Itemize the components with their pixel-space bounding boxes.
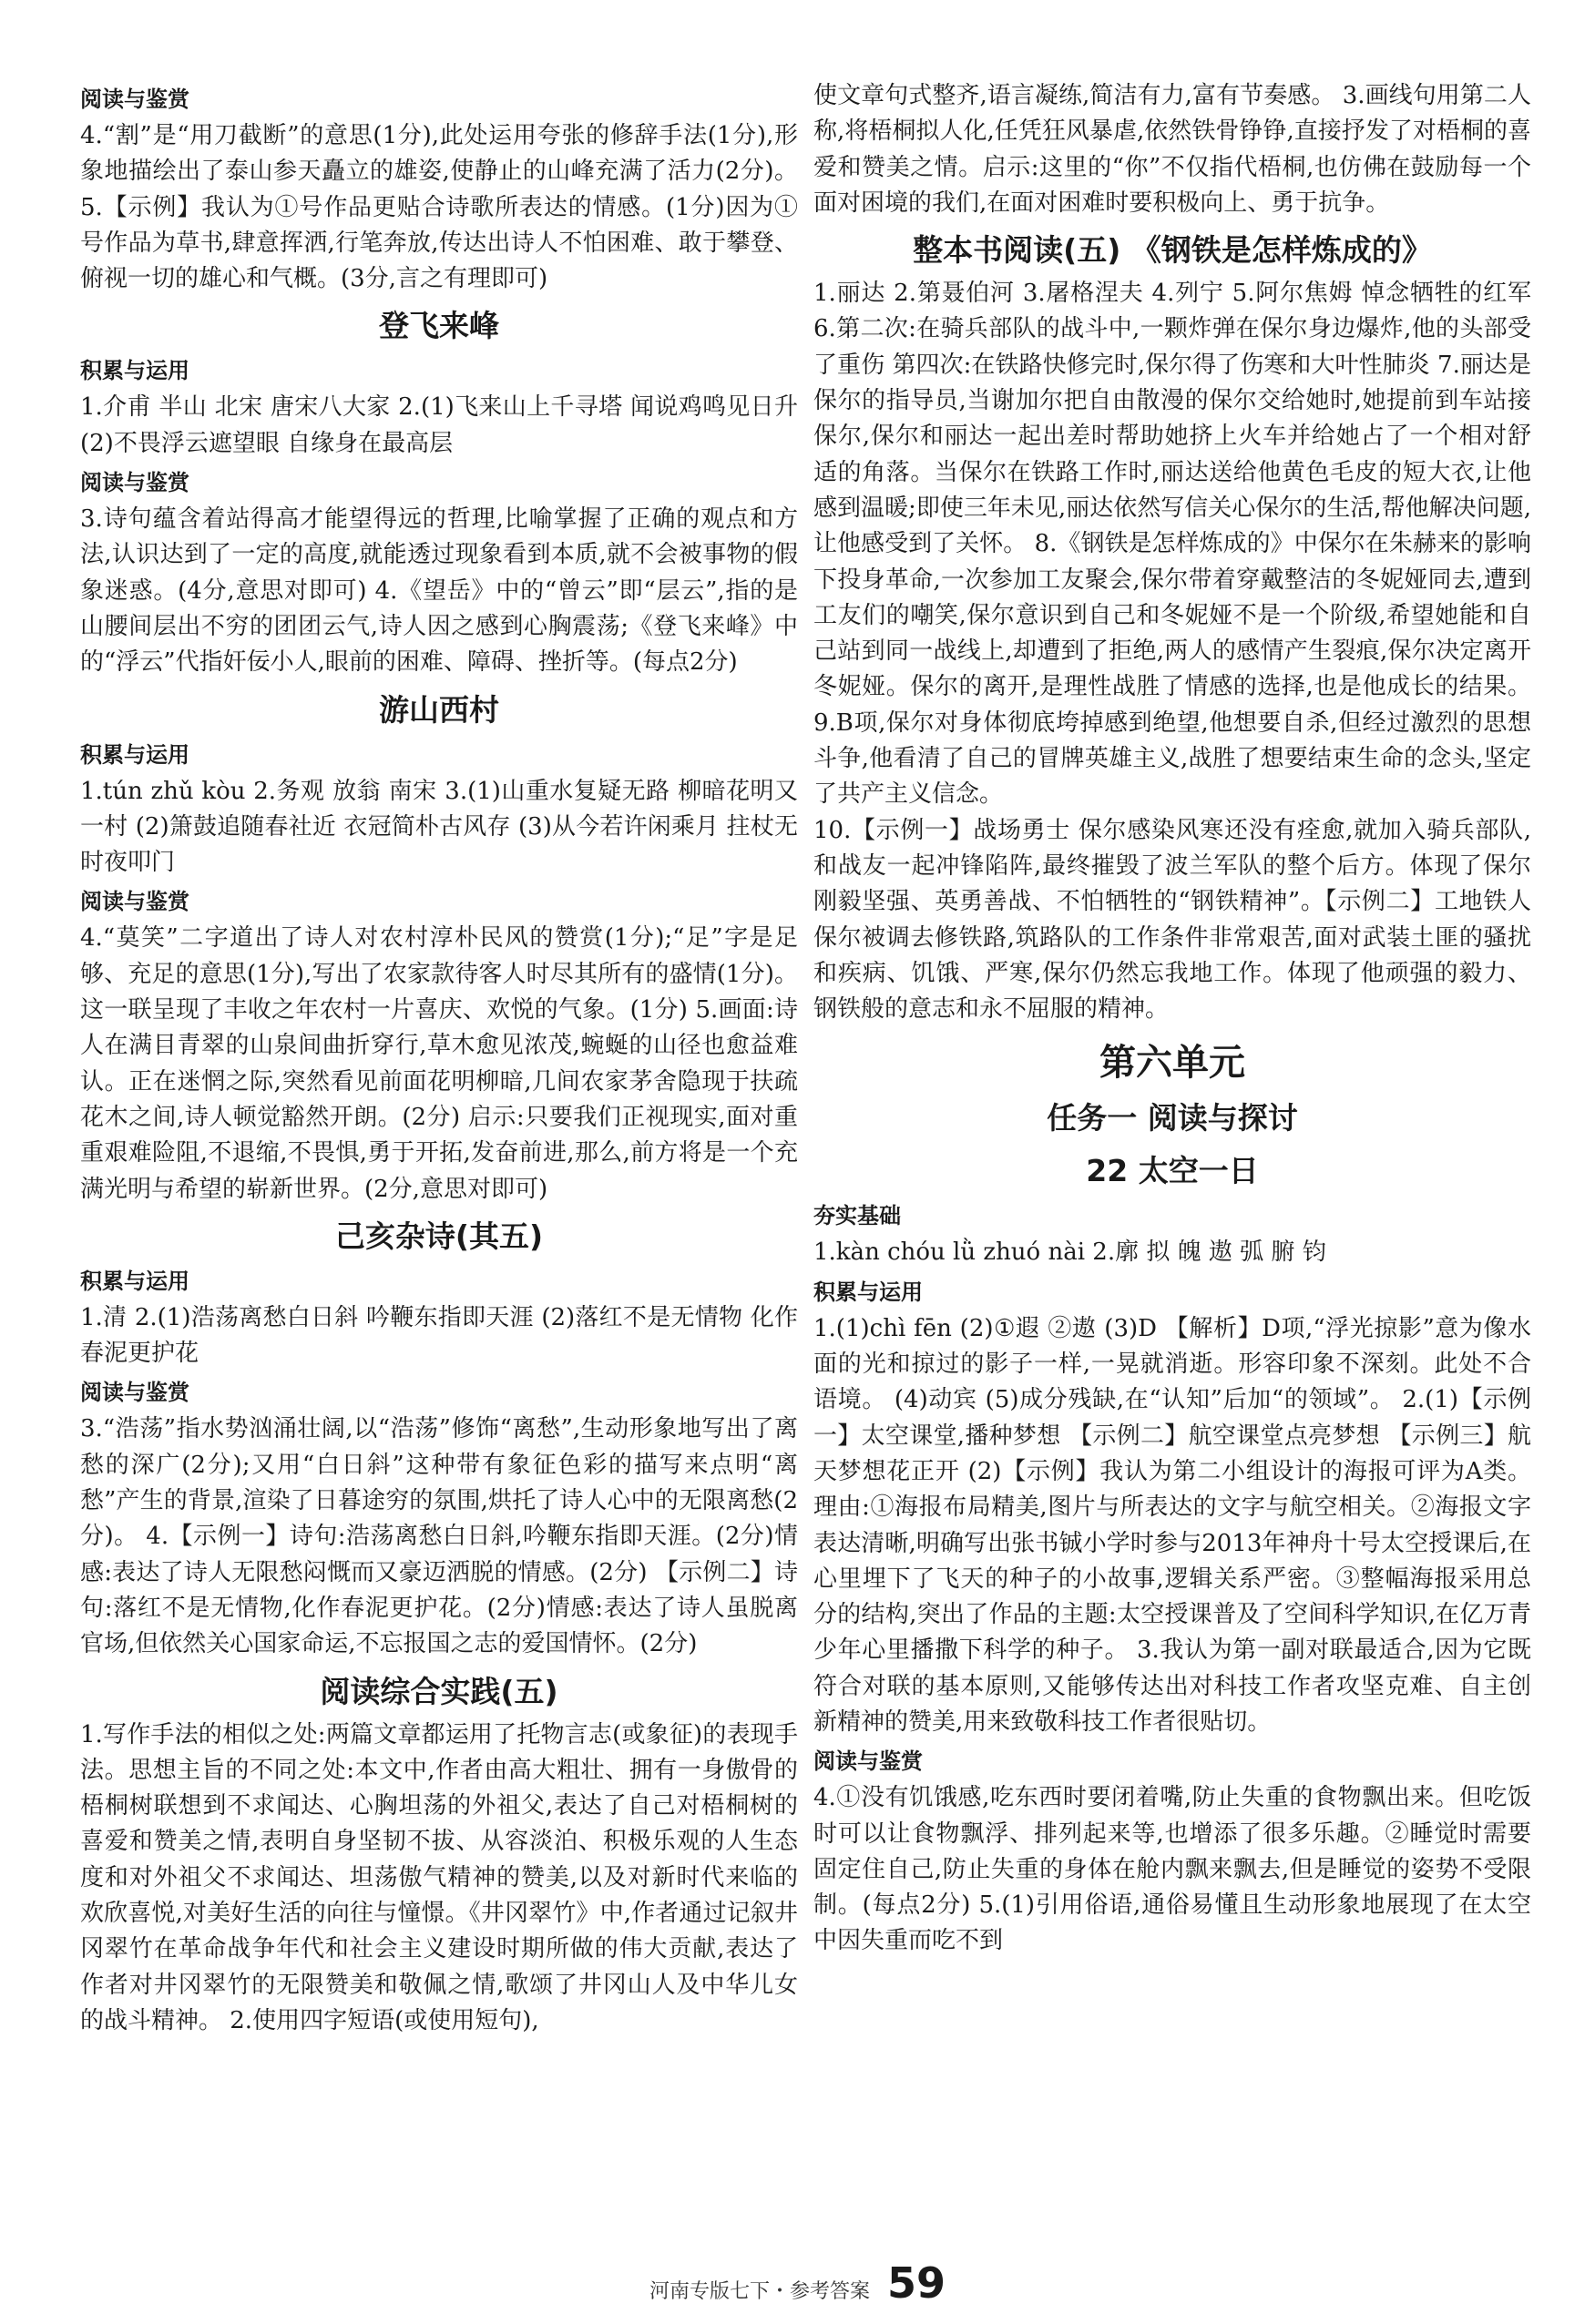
answer-paragraph: 1.介甫 半山 北宋 唐宋八大家 2.(1)飞来山上千寻塔 闻说鸡鸣见日升 (2)不畏浮云遮望眼 自缘身在最高层	[80, 393, 798, 457]
answer-paragraph: 4.①没有饥饿感,吃东西时要闭着嘴,防止失重的食物飘出来。但吃饭时可以让食物飘浮、排列起来等,也增添了很多乐趣。②睡觉时需要固定住自己,防止失重的身体在舱内飘来飘去,但是睡觉的姿势不受限制。(每点2分) 5.(1)引用俗语,通俗易懂且生动形象地展现了在太空中因失重而吃不到	[813, 1784, 1531, 1955]
section-heading: 游山西村	[379, 691, 499, 728]
unit-heading: 第六单元	[1099, 1042, 1245, 1085]
left-column	[80, 78, 798, 2039]
answer-paragraph: 3.“浩荡”指水势汹涌壮阔,以“浩荡”修饰“离愁”,生动形象地写出了离愁的深广(2分);又用“白日斜”这种带有象征色彩的描写来点明“离愁”产生的背景,渲染了日暮途穷的氛围,烘托了诗人心中的无限离愁(2分)。 4.【示例一】诗句:浩荡离愁白日斜,吟鞭东指即天涯。(2分)情感:表达了诗人无限愁闷慨而又豪迈洒脱的情感。(2分) 【示例二】诗句:落红不是无情物,化作春泥更护花。(2分)情感:表达了诗人虽脱离官场,但依然关心国家命运,不忘报国之志的爱国情怀。(2分)	[80, 1415, 798, 1658]
section-label: 阅读与鉴赏	[80, 889, 189, 915]
section-label: 积累与运用	[80, 741, 189, 768]
section-label: 夯实基础	[813, 1203, 901, 1229]
page-number: 59	[887, 2258, 946, 2308]
section-label: 积累与运用	[813, 1279, 923, 1305]
answer-paragraph: 1.丽达 2.第聂伯河 3.屠格涅夫 4.列宁 5.阿尔焦姆 悼念牺牲的红军 6.第二次:在骑兵部队的战斗中,一颗炸弹在保尔身边爆炸,他的头部受了重伤 第四次:在铁路快修完时,保尔得了伤寒和大叶性肺炎 7.丽达是保尔的指导员,当谢加尔把自由散漫的保尔交给她时,她提前到车站接保尔,保尔和丽达一起出差时帮助她挤上火车并给她占了一个相对舒适的角落。当保尔在铁路工作时,丽达送给他黄色毛皮的短大衣,让他感到温暖;即使三年未见,丽达依然写信关心保尔的生活,帮他解决问题,让他感受到了关怀。 8.《钢铁是怎样炼成的》中保尔在朱赫来的影响下投身革命,一次参加工友聚会,保尔带着穿戴整洁的冬妮娅同去,遭到工友们的嘲笑,保尔意识到自己和冬妮娅不是一个阶级,希望她能和自己站到同一战线上,却遭到了拒绝,两人的感情产生裂痕,保尔决定离开冬妮娅。保尔的离开,是理性战胜了情感的选择,也是他成长的结果。 9.B项,保尔对身体彻底垮掉感到绝望,他想要自杀,但经过激烈的思想斗争,他看清了自己的冒牌英雄主义,战胜了想要结束生命的念头,坚定了共产主义信念。	[813, 280, 1531, 809]
section-label: 阅读与鉴赏	[813, 1748, 923, 1775]
section-heading: 阅读综合实践(五)	[320, 1673, 558, 1709]
section-heading: 22 太空一日	[1086, 1153, 1259, 1189]
section-label: 积累与运用	[80, 358, 189, 384]
answer-paragraph: 1.kàn chóu lǜ zhuó nài 2.廓 拟 魄 遨 弧 腑 钧	[813, 1238, 1326, 1267]
answer-paragraph: 4.“割”是“用刀截断”的意思(1分),此处运用夸张的修辞手法(1分),形象地描绘出了泰山参天矗立的雄姿,使静止的山峰充满了活力(2分)。 5.【示例】我认为①号作品更贴合诗歌所表达的情感。(1分)因为①号作品为草书,肆意挥洒,行笔奔放,传达出诗人不怕困难、敢于攀登、俯视一切的雄心和气概。(3分,言之有理即可)	[80, 122, 798, 293]
section-heading: 任务一 阅读与探讨	[1047, 1100, 1298, 1137]
section-label: 阅读与鉴赏	[80, 470, 189, 496]
page-footer	[0, 2258, 1595, 2308]
section-heading: 登飞来峰	[379, 308, 499, 344]
answer-paragraph: 10.【示例一】战场勇士 保尔感染风寒还没有痊愈,就加入骑兵部队,和战友一起冲锋陷阵,最终摧毁了波兰军队的整个后方。体现了保尔刚毅坚强、英勇善战、不怕牺牲的“钢铁精神”。【示例二】工地铁人 保尔被调去修铁路,筑路队的工作条件非常艰苦,面对武装土匪的骚扰和疾病、饥饿、严寒,保尔仍然忘我地工作。体现了他顽强的毅力、钢铁般的意志和永不屈服的精神。	[813, 816, 1531, 1024]
answer-paragraph: 使文章句式整齐,语言凝练,简洁有力,富有节奏感。 3.画线句用第二人称,将梧桐拟人化,任凭狂风暴虐,依然铁骨铮铮,直接抒发了对梧桐的喜爱和赞美之情。启示:这里的“你”不仅指代梧桐,也仿佛在鼓励每一个面对困境的我们,在面对困难时要积极向上、勇于抗争。	[813, 82, 1531, 217]
answer-paragraph: 1.tún zhǔ kòu 2.务观 放翁 南宋 3.(1)山重水复疑无路 柳暗花明又一村 (2)箫鼓追随春社近 衣冠简朴古风存 (3)从今若许闲乘月 拄杖无时夜叩门	[80, 777, 798, 877]
right-column	[813, 78, 1531, 1960]
answer-paragraph: 1.(1)chì fēn (2)①遐 ②遨 (3)D 【解析】D项,“浮光掠影”意为像水面的光和掠过的影子一样,一晃就消逝。形容印象不深刻。此处不合语境。 (4)动宾 (5)成分残缺,在“认知”后加“的领域”。 2.(1)【示例一】太空课堂,播种梦想 【示例二】航空课堂点亮梦想 【示例三】航天梦想花正开 (2)【示例】我认为第二小组设计的海报可评为A类。理由:①海报布局精美,图片与所表达的文字与航空相关。②海报文字表达清晰,明确写出张书铖小学时参与2013年神舟十号太空授课后,在心里埋下了飞天的种子的小故事,逻辑关系严密。③整幅海报采用总分的结构,突出了作品的主题:太空授课普及了空间科学知识,在亿万青少年心里播撒下科学的种子。 3.我认为第一副对联最适合,因为它既符合对联的基本原则,又能够传达出对科技工作者攻坚克难、自主创新精神的赞美,用来致敬科技工作者很贴切。	[813, 1314, 1531, 1736]
section-label: 阅读与鉴赏	[80, 1380, 189, 1406]
section-label: 阅读与鉴赏	[80, 87, 189, 112]
section-heading: 己亥杂诗(其五)	[334, 1218, 544, 1254]
answer-paragraph: 1.清 2.(1)浩荡离愁白日斜 吟鞭东指即天涯 (2)落红不是无情物 化作春泥更护花	[80, 1303, 798, 1368]
answer-paragraph: 4.“莫笑”二字道出了诗人对农村淳朴民风的赞赏(1分);“足”字是足够、充足的意思(1分),写出了农家款待客人时尽其所有的盛情(1分)。这一联呈现了丰收之年农村一片喜庆、欢悦的气象。(1分) 5.画面:诗人在满目青翠的山泉间曲折穿行,草木愈见浓茂,蜿蜒的山径也愈益难认。正在迷惘之际,突然看见前面花明柳暗,几间农家茅舍隐现于扶疏花木之间,诗人顿觉豁然开朗。(2分) 启示:只要我们正视现实,面对重重艰难险阻,不退缩,不畏惧,勇于开拓,发奋前进,那么,前方将是一个充满光明与希望的崭新世界。(2分,意思对即可)	[80, 924, 798, 1203]
footer-label: 河南专版七下・参考答案	[649, 2280, 870, 2303]
section-label: 积累与运用	[80, 1268, 189, 1294]
answer-paragraph: 1.写作手法的相似之处:两篇文章都运用了托物言志(或象征)的表现手法。思想主旨的不同之处:本文中,作者由高大粗壮、拥有一身傲骨的梧桐树联想到不求闻达、心胸坦荡的外祖父,表达了自己对梧桐树的喜爱和赞美之情,表明自身坚韧不拔、从容淡泊、积极乐观的人生态度和对外祖父不求闻达、坦荡傲气精神的赞美,以及对新时代来临的欢欣喜悦,对美好生活的向往与憧憬。《井冈翠竹》中,作者通过记叙井冈翠竹在革命战争年代和社会主义建设时期所做的伟大贡献,表达了作者对井冈翠竹的无限赞美和敬佩之情,歌颂了井冈山人及中华儿女的战斗精神。 2.使用四字短语(或使用短句),	[80, 1720, 798, 2034]
section-heading: 整本书阅读(五) 《钢铁是怎样炼成的》	[913, 232, 1432, 269]
answer-paragraph: 3.诗句蕴含着站得高才能望得远的哲理,比喻掌握了正确的观点和方法,认识达到了一定的高度,就能透过现象看到本质,就不会被事物的假象迷惑。(4分,意思对即可) 4.《望岳》中的“曾云”即“层云”,指的是山腰间层出不穷的团团云气,诗人因之感到心胸震荡;《登飞来峰》中的“浮云”代指奸佞小人,眼前的困难、障碍、挫折等。(每点2分)	[80, 505, 798, 677]
